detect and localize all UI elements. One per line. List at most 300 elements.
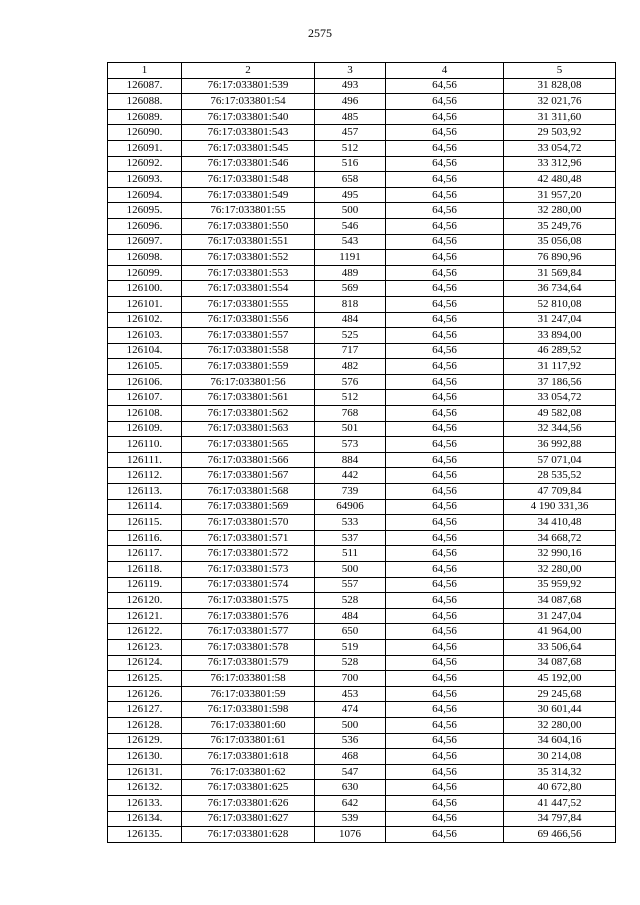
area-cell: 442 (315, 468, 386, 484)
table-row (108, 250, 616, 266)
area-cell: 536 (315, 733, 386, 749)
amount-cell: 32 344,56 (504, 421, 616, 437)
rate-cell: 64,56 (386, 717, 504, 733)
rate-cell: 64,56 (386, 468, 504, 484)
row-number-cell: 126116. (108, 530, 182, 546)
table-row (108, 437, 616, 453)
cadastral-number-cell: 76:17:033801:554 (182, 281, 315, 297)
table-row (108, 328, 616, 344)
area-cell: 500 (315, 203, 386, 219)
cadastral-number-cell: 76:17:033801:540 (182, 109, 315, 125)
cadastral-number-cell: 76:17:033801:626 (182, 795, 315, 811)
amount-cell: 32 021,76 (504, 94, 616, 110)
cadastral-number-cell: 76:17:033801:58 (182, 671, 315, 687)
amount-cell: 36 992,88 (504, 437, 616, 453)
amount-cell: 35 314,32 (504, 764, 616, 780)
rate-cell: 64,56 (386, 140, 504, 156)
table-row (108, 281, 616, 297)
amount-cell: 46 289,52 (504, 343, 616, 359)
amount-cell: 36 734,64 (504, 281, 616, 297)
area-cell: 482 (315, 359, 386, 375)
row-number-cell: 126099. (108, 265, 182, 281)
area-cell: 642 (315, 795, 386, 811)
row-number-cell: 126096. (108, 218, 182, 234)
cadastral-number-cell: 76:17:033801:576 (182, 608, 315, 624)
amount-cell: 35 959,92 (504, 577, 616, 593)
table-row (108, 546, 616, 562)
amount-cell: 31 117,92 (504, 359, 616, 375)
table-row (108, 468, 616, 484)
area-cell: 516 (315, 156, 386, 172)
rate-cell: 64,56 (386, 359, 504, 375)
cadastral-number-cell: 76:17:033801:572 (182, 546, 315, 562)
amount-cell: 49 582,08 (504, 406, 616, 422)
amount-cell: 4 190 331,36 (504, 499, 616, 515)
area-cell: 543 (315, 234, 386, 250)
rate-cell: 64,56 (386, 624, 504, 640)
amount-cell: 33 054,72 (504, 390, 616, 406)
table-row (108, 374, 616, 390)
row-number-cell: 126128. (108, 717, 182, 733)
row-number-cell: 126089. (108, 109, 182, 125)
row-number-cell: 126103. (108, 328, 182, 344)
cadastral-number-cell: 76:17:033801:54 (182, 94, 315, 110)
cadastral-number-cell: 76:17:033801:559 (182, 359, 315, 375)
amount-cell: 42 480,48 (504, 172, 616, 188)
cadastral-number-cell: 76:17:033801:627 (182, 811, 315, 827)
amount-cell: 31 311,60 (504, 109, 616, 125)
rate-cell: 64,56 (386, 515, 504, 531)
rate-cell: 64,56 (386, 250, 504, 266)
amount-cell: 45 192,00 (504, 671, 616, 687)
rate-cell: 64,56 (386, 125, 504, 141)
rate-cell: 64,56 (386, 702, 504, 718)
table-row (108, 795, 616, 811)
cadastral-number-cell: 76:17:033801:556 (182, 312, 315, 328)
cadastral-number-cell: 76:17:033801:565 (182, 437, 315, 453)
data-table (107, 62, 616, 843)
cadastral-number-cell: 76:17:033801:578 (182, 639, 315, 655)
cadastral-number-cell: 76:17:033801:60 (182, 717, 315, 733)
row-number-cell: 126135. (108, 827, 182, 843)
rate-cell: 64,56 (386, 312, 504, 328)
page-number: 2575 (308, 26, 332, 40)
row-number-cell: 126114. (108, 499, 182, 515)
area-cell: 539 (315, 811, 386, 827)
rate-cell: 64,56 (386, 764, 504, 780)
area-cell: 495 (315, 187, 386, 203)
area-cell: 64906 (315, 499, 386, 515)
table-row (108, 78, 616, 94)
rate-cell: 64,56 (386, 296, 504, 312)
area-cell: 884 (315, 452, 386, 468)
amount-cell: 32 280,00 (504, 203, 616, 219)
table-row (108, 125, 616, 141)
rate-cell: 64,56 (386, 281, 504, 297)
amount-cell: 29 503,92 (504, 125, 616, 141)
area-cell: 650 (315, 624, 386, 640)
rate-cell: 64,56 (386, 265, 504, 281)
amount-cell: 76 890,96 (504, 250, 616, 266)
amount-cell: 32 280,00 (504, 562, 616, 578)
row-number-cell: 126113. (108, 484, 182, 500)
table-row (108, 764, 616, 780)
row-number-cell: 126102. (108, 312, 182, 328)
area-cell: 630 (315, 780, 386, 796)
rate-cell: 64,56 (386, 328, 504, 344)
amount-cell: 40 672,80 (504, 780, 616, 796)
area-cell: 493 (315, 78, 386, 94)
amount-cell: 33 312,96 (504, 156, 616, 172)
amount-cell: 34 410,48 (504, 515, 616, 531)
table-body (108, 78, 616, 842)
table-row (108, 577, 616, 593)
cadastral-number-cell: 76:17:033801:557 (182, 328, 315, 344)
area-cell: 557 (315, 577, 386, 593)
row-number-cell: 126121. (108, 608, 182, 624)
table-row (108, 562, 616, 578)
table-row (108, 156, 616, 172)
row-number-cell: 126129. (108, 733, 182, 749)
row-number-cell: 126117. (108, 546, 182, 562)
cadastral-number-cell: 76:17:033801:563 (182, 421, 315, 437)
amount-cell: 52 810,08 (504, 296, 616, 312)
area-cell: 576 (315, 374, 386, 390)
rate-cell: 64,56 (386, 749, 504, 765)
area-cell: 547 (315, 764, 386, 780)
amount-cell: 30 214,08 (504, 749, 616, 765)
area-cell: 485 (315, 109, 386, 125)
cadastral-number-cell: 76:17:033801:625 (182, 780, 315, 796)
table-row (108, 624, 616, 640)
area-cell: 528 (315, 655, 386, 671)
amount-cell: 33 054,72 (504, 140, 616, 156)
rate-cell: 64,56 (386, 639, 504, 655)
area-cell: 525 (315, 328, 386, 344)
table-row (108, 484, 616, 500)
rate-cell: 64,56 (386, 593, 504, 609)
area-cell: 537 (315, 530, 386, 546)
row-number-cell: 126092. (108, 156, 182, 172)
area-cell: 739 (315, 484, 386, 500)
row-number-cell: 126090. (108, 125, 182, 141)
area-cell: 511 (315, 546, 386, 562)
row-number-cell: 126100. (108, 281, 182, 297)
amount-cell: 33 506,64 (504, 639, 616, 655)
amount-cell: 31 247,04 (504, 312, 616, 328)
amount-cell: 34 797,84 (504, 811, 616, 827)
cadastral-number-cell: 76:17:033801:548 (182, 172, 315, 188)
table-row (108, 608, 616, 624)
amount-cell: 33 894,00 (504, 328, 616, 344)
amount-cell: 32 990,16 (504, 546, 616, 562)
table-row (108, 530, 616, 546)
table-header (108, 63, 616, 79)
rate-cell: 64,56 (386, 499, 504, 515)
rate-cell: 64,56 (386, 562, 504, 578)
amount-cell: 31 247,04 (504, 608, 616, 624)
area-cell: 818 (315, 296, 386, 312)
rate-cell: 64,56 (386, 484, 504, 500)
cadastral-number-cell: 76:17:033801:539 (182, 78, 315, 94)
cadastral-number-cell: 76:17:033801:59 (182, 686, 315, 702)
table-row (108, 109, 616, 125)
cadastral-number-cell: 76:17:033801:61 (182, 733, 315, 749)
row-number-cell: 126124. (108, 655, 182, 671)
rate-cell: 64,56 (386, 655, 504, 671)
amount-cell: 35 249,76 (504, 218, 616, 234)
amount-cell: 41 964,00 (504, 624, 616, 640)
cadastral-number-cell: 76:17:033801:568 (182, 484, 315, 500)
area-cell: 528 (315, 593, 386, 609)
cadastral-number-cell: 76:17:033801:62 (182, 764, 315, 780)
cadastral-number-cell: 76:17:033801:570 (182, 515, 315, 531)
area-cell: 768 (315, 406, 386, 422)
table-row (108, 234, 616, 250)
area-cell: 573 (315, 437, 386, 453)
cadastral-number-cell: 76:17:033801:566 (182, 452, 315, 468)
table-row (108, 749, 616, 765)
amount-cell: 47 709,84 (504, 484, 616, 500)
area-cell: 717 (315, 343, 386, 359)
table-row (108, 406, 616, 422)
row-number-cell: 126118. (108, 562, 182, 578)
area-cell: 569 (315, 281, 386, 297)
rate-cell: 64,56 (386, 374, 504, 390)
rate-cell: 64,56 (386, 811, 504, 827)
rate-cell: 64,56 (386, 452, 504, 468)
rate-cell: 64,56 (386, 530, 504, 546)
table-row (108, 452, 616, 468)
area-cell: 501 (315, 421, 386, 437)
amount-cell: 31 957,20 (504, 187, 616, 203)
cadastral-number-cell: 76:17:033801:562 (182, 406, 315, 422)
rate-cell: 64,56 (386, 78, 504, 94)
row-number-cell: 126091. (108, 140, 182, 156)
table-row (108, 733, 616, 749)
rate-cell: 64,56 (386, 390, 504, 406)
rate-cell: 64,56 (386, 827, 504, 843)
table-row (108, 94, 616, 110)
area-cell: 658 (315, 172, 386, 188)
area-cell: 500 (315, 562, 386, 578)
rate-cell: 64,56 (386, 109, 504, 125)
row-number-cell: 126095. (108, 203, 182, 219)
cadastral-number-cell: 76:17:033801:55 (182, 203, 315, 219)
amount-cell: 37 186,56 (504, 374, 616, 390)
row-number-cell: 126093. (108, 172, 182, 188)
row-number-cell: 126111. (108, 452, 182, 468)
area-cell: 496 (315, 94, 386, 110)
cadastral-number-cell: 76:17:033801:573 (182, 562, 315, 578)
column-header-3: 3 (315, 63, 386, 79)
amount-cell: 32 280,00 (504, 717, 616, 733)
area-cell: 512 (315, 390, 386, 406)
table-row (108, 671, 616, 687)
row-number-cell: 126088. (108, 94, 182, 110)
cadastral-number-cell: 76:17:033801:555 (182, 296, 315, 312)
rate-cell: 64,56 (386, 795, 504, 811)
cadastral-number-cell: 76:17:033801:579 (182, 655, 315, 671)
column-header-4: 4 (386, 63, 504, 79)
rate-cell: 64,56 (386, 733, 504, 749)
table-row (108, 359, 616, 375)
cadastral-number-cell: 76:17:033801:546 (182, 156, 315, 172)
area-cell: 700 (315, 671, 386, 687)
area-cell: 533 (315, 515, 386, 531)
amount-cell: 31 828,08 (504, 78, 616, 94)
cadastral-number-cell: 76:17:033801:577 (182, 624, 315, 640)
area-cell: 1191 (315, 250, 386, 266)
area-cell: 474 (315, 702, 386, 718)
row-number-cell: 126126. (108, 686, 182, 702)
amount-cell: 35 056,08 (504, 234, 616, 250)
row-number-cell: 126101. (108, 296, 182, 312)
row-number-cell: 126125. (108, 671, 182, 687)
area-cell: 512 (315, 140, 386, 156)
area-cell: 484 (315, 608, 386, 624)
amount-cell: 29 245,68 (504, 686, 616, 702)
cadastral-number-cell: 76:17:033801:552 (182, 250, 315, 266)
rate-cell: 64,56 (386, 608, 504, 624)
table-row (108, 140, 616, 156)
rate-cell: 64,56 (386, 94, 504, 110)
rate-cell: 64,56 (386, 203, 504, 219)
area-cell: 489 (315, 265, 386, 281)
area-cell: 500 (315, 717, 386, 733)
rate-cell: 64,56 (386, 421, 504, 437)
table-row (108, 499, 616, 515)
table-row (108, 702, 616, 718)
amount-cell: 30 601,44 (504, 702, 616, 718)
table-row (108, 421, 616, 437)
cadastral-number-cell: 76:17:033801:551 (182, 234, 315, 250)
cadastral-number-cell: 76:17:033801:549 (182, 187, 315, 203)
cadastral-number-cell: 76:17:033801:550 (182, 218, 315, 234)
row-number-cell: 126110. (108, 437, 182, 453)
amount-cell: 34 087,68 (504, 655, 616, 671)
area-cell: 484 (315, 312, 386, 328)
rate-cell: 64,56 (386, 343, 504, 359)
row-number-cell: 126132. (108, 780, 182, 796)
row-number-cell: 126087. (108, 78, 182, 94)
table-row (108, 187, 616, 203)
row-number-cell: 126123. (108, 639, 182, 655)
table-row (108, 655, 616, 671)
row-number-cell: 126106. (108, 374, 182, 390)
area-cell: 457 (315, 125, 386, 141)
area-cell: 453 (315, 686, 386, 702)
rate-cell: 64,56 (386, 577, 504, 593)
row-number-cell: 126107. (108, 390, 182, 406)
row-number-cell: 126112. (108, 468, 182, 484)
row-number-cell: 126097. (108, 234, 182, 250)
row-number-cell: 126105. (108, 359, 182, 375)
row-number-cell: 126094. (108, 187, 182, 203)
header-row (108, 63, 616, 79)
rate-cell: 64,56 (386, 187, 504, 203)
amount-cell: 34 668,72 (504, 530, 616, 546)
amount-cell: 28 535,52 (504, 468, 616, 484)
rate-cell: 64,56 (386, 156, 504, 172)
cadastral-number-cell: 76:17:033801:561 (182, 390, 315, 406)
table-row (108, 296, 616, 312)
table-row (108, 717, 616, 733)
row-number-cell: 126109. (108, 421, 182, 437)
rate-cell: 64,56 (386, 218, 504, 234)
table-row (108, 515, 616, 531)
column-header-2: 2 (182, 63, 315, 79)
cadastral-number-cell: 76:17:033801:571 (182, 530, 315, 546)
row-number-cell: 126130. (108, 749, 182, 765)
column-header-1: 1 (108, 63, 182, 79)
table-row (108, 390, 616, 406)
column-header-5: 5 (504, 63, 616, 79)
table-row (108, 172, 616, 188)
table-row (108, 811, 616, 827)
amount-cell: 41 447,52 (504, 795, 616, 811)
row-number-cell: 126098. (108, 250, 182, 266)
row-number-cell: 126108. (108, 406, 182, 422)
row-number-cell: 126104. (108, 343, 182, 359)
amount-cell: 31 569,84 (504, 265, 616, 281)
cadastral-number-cell: 76:17:033801:575 (182, 593, 315, 609)
row-number-cell: 126119. (108, 577, 182, 593)
cadastral-number-cell: 76:17:033801:553 (182, 265, 315, 281)
table-row (108, 312, 616, 328)
cadastral-number-cell: 76:17:033801:567 (182, 468, 315, 484)
table-row (108, 780, 616, 796)
amount-cell: 69 466,56 (504, 827, 616, 843)
row-number-cell: 126131. (108, 764, 182, 780)
table-row (108, 343, 616, 359)
table-row (108, 827, 616, 843)
table-row (108, 593, 616, 609)
rate-cell: 64,56 (386, 671, 504, 687)
table-row (108, 265, 616, 281)
area-cell: 1076 (315, 827, 386, 843)
rate-cell: 64,56 (386, 546, 504, 562)
table-row (108, 203, 616, 219)
cadastral-number-cell: 76:17:033801:543 (182, 125, 315, 141)
row-number-cell: 126133. (108, 795, 182, 811)
area-cell: 468 (315, 749, 386, 765)
cadastral-number-cell: 76:17:033801:618 (182, 749, 315, 765)
row-number-cell: 126120. (108, 593, 182, 609)
row-number-cell: 126127. (108, 702, 182, 718)
rate-cell: 64,56 (386, 406, 504, 422)
row-number-cell: 126134. (108, 811, 182, 827)
cadastral-number-cell: 76:17:033801:598 (182, 702, 315, 718)
cadastral-number-cell: 76:17:033801:574 (182, 577, 315, 593)
row-number-cell: 126115. (108, 515, 182, 531)
amount-cell: 34 604,16 (504, 733, 616, 749)
area-cell: 519 (315, 639, 386, 655)
cadastral-number-cell: 76:17:033801:569 (182, 499, 315, 515)
cadastral-number-cell: 76:17:033801:628 (182, 827, 315, 843)
rate-cell: 64,56 (386, 437, 504, 453)
rate-cell: 64,56 (386, 234, 504, 250)
amount-cell: 34 087,68 (504, 593, 616, 609)
rate-cell: 64,56 (386, 172, 504, 188)
cadastral-number-cell: 76:17:033801:558 (182, 343, 315, 359)
rate-cell: 64,56 (386, 780, 504, 796)
table-row (108, 218, 616, 234)
area-cell: 546 (315, 218, 386, 234)
table-row (108, 686, 616, 702)
rate-cell: 64,56 (386, 686, 504, 702)
table-row (108, 639, 616, 655)
